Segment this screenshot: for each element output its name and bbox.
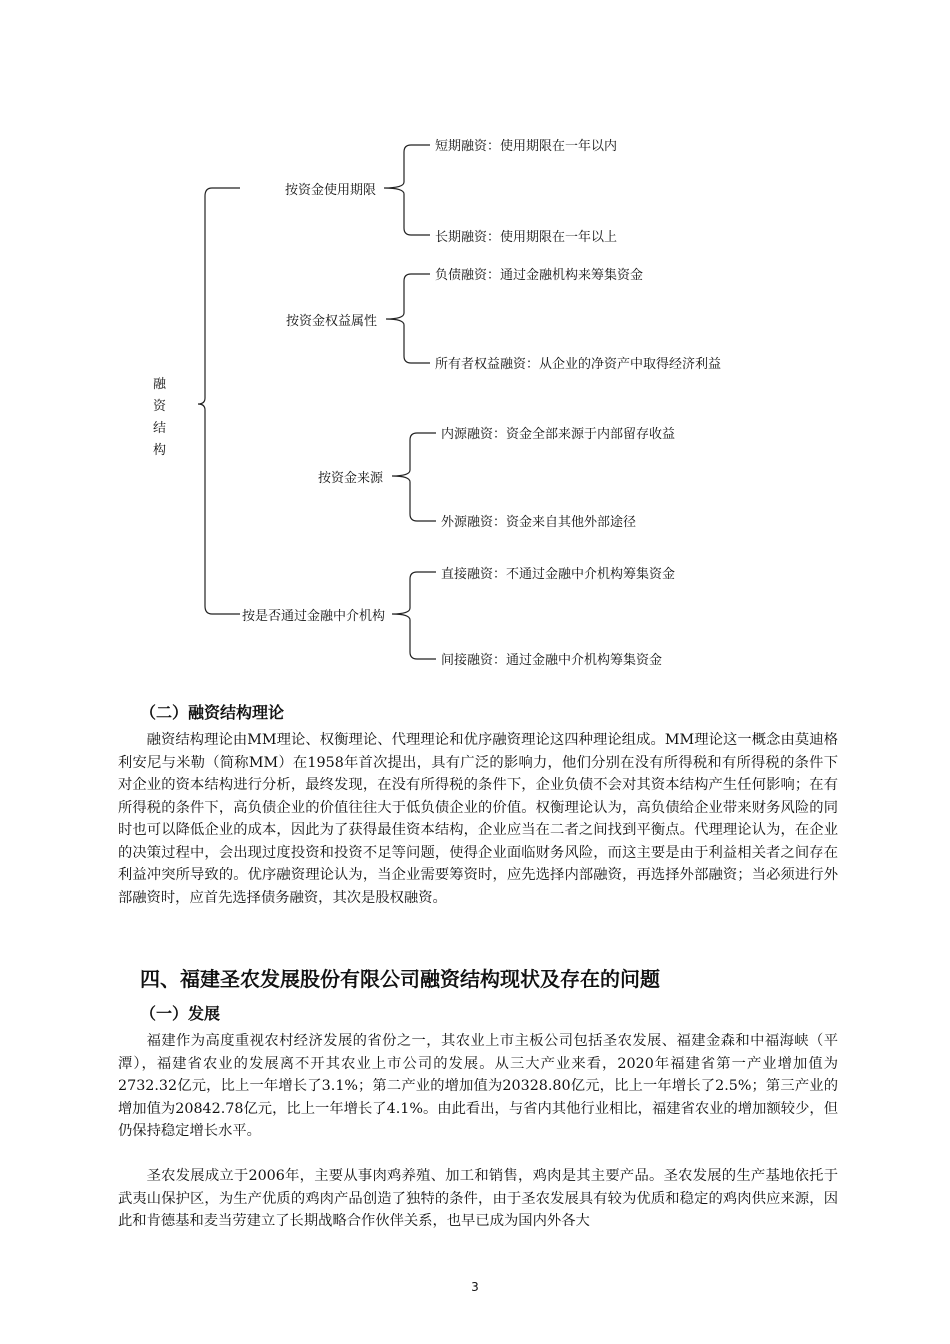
paragraph-development-2: 圣农发展成立于2006年，主要从事肉鸡养殖、加工和销售，鸡肉是其主要产品。圣农发展的生产基地依托于武夷山保护区，为生产优质的鸡肉产品创造了独特的条件，由于圣农发展具有较为优质和稳定的鸡肉供应来源，因此和肯德基和麦当劳建立了长期战略合作伙伴关系，也早已成为国内外各大 bbox=[118, 1168, 838, 1229]
page-number: 3 bbox=[471, 1280, 479, 1294]
chapter-heading: 四、福建圣农发展股份有限公司融资结构现状及存在的问题 bbox=[140, 967, 660, 991]
leaf-label: 间接融资：通过金融中介机构筹集资金 bbox=[441, 653, 663, 668]
section-heading-theory: （二）融资结构理论 bbox=[140, 703, 285, 722]
branch-bracket bbox=[384, 145, 430, 235]
paragraph-theory: 融资结构理论由MM理论、权衡理论、代理理论和优序融资理论这四种理论组成。MM理论这一概念由莫迪格利安尼与米勒（简称MM）在1958年首次提出，具有广泛的影响力，他们分别在没有所得税和有所得税的条件下对企业的资本结构进行分析，最终发现，在没有所得税的条件下，企业负债不会对其资本结构产生任何影响；在有所得税的条件下，高负债企业的价值往往大于低负债企业的价值。权衡理论认为，高负债给企业带来财务风险的同时也可以降低企业的成本，因此为了获得最佳资本结构，企业应当在二者之间找到平衡点。代理理论认为，在企业的决策过程中，会出现过度投资和投资不足等问题，使得企业面临财务风险，而这主要是由于利益相关者之间存在利益冲突所导致的。优序融资理论认为，当企业需要筹资时，应先选择内部融资，再选择外部融资；当必须进行外部融资时，应首先选择债务融资，其次是股权融资。 bbox=[118, 732, 838, 906]
root-label-char-3: 结 bbox=[153, 421, 167, 436]
leaf-label: 外源融资：资金来自其他外部途径 bbox=[441, 515, 637, 530]
section-heading-development: （一）发展 bbox=[140, 1004, 221, 1023]
branch-label: 按资金权益属性 bbox=[286, 314, 378, 329]
leaf-label: 直接融资：不通过金融中介机构筹集资金 bbox=[441, 567, 676, 582]
branch-label: 按是否通过金融中介机构 bbox=[242, 609, 386, 624]
branch-label: 按资金使用期限 bbox=[285, 183, 377, 198]
leaf-label: 负债融资：通过金融机构来筹集资金 bbox=[435, 268, 644, 283]
branch-bracket bbox=[392, 572, 436, 659]
root-label-char-1: 融 bbox=[153, 377, 167, 392]
leaf-label: 短期融资：使用期限在一年以内 bbox=[435, 139, 618, 154]
paragraph-development-1: 福建作为高度重视农村经济发展的省份之一，其农业上市主板公司包括圣农发展、福建金森和中福海峡（平潭），福建省农业的发展离不开其农业上市公司的发展。从三大产业来看，2020年福建省第一产业增加值为2732.32亿元，比上一年增长了3.1%；第二产业的增加值为20328.80亿元，比上一年增长了2.5%；第三产业的增加值为20842.78亿元，比上一年增长了4.1%。由此看出，与省内其他行业相比，福建省农业的增加额较少，但仍保持稳定增长水平。 bbox=[118, 1033, 838, 1139]
branch-bracket bbox=[392, 433, 436, 521]
leaf-label: 所有者权益融资：从企业的净资产中取得经济利益 bbox=[435, 357, 722, 372]
root-label-char-2: 资 bbox=[153, 399, 167, 414]
leaf-label: 内源融资：资金全部来源于内部留存收益 bbox=[441, 427, 676, 442]
branch-bracket bbox=[386, 274, 430, 363]
leaf-label: 长期融资：使用期限在一年以上 bbox=[435, 230, 618, 245]
root-label-char-4: 构 bbox=[153, 443, 167, 458]
branch-label: 按资金来源 bbox=[318, 471, 384, 486]
root-bracket bbox=[198, 188, 240, 614]
